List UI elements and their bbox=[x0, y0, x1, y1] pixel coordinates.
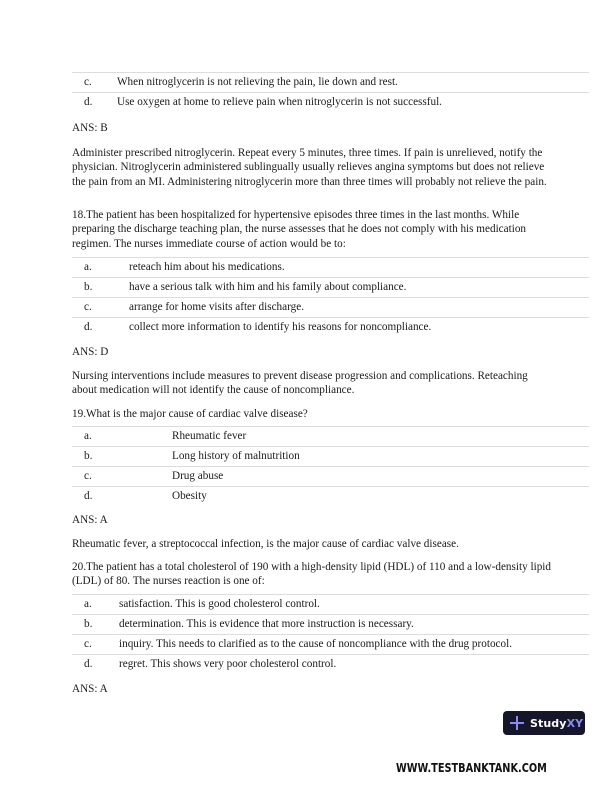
option-row bbox=[72, 298, 589, 318]
option-label: a. bbox=[84, 261, 92, 273]
option-label: d. bbox=[84, 490, 93, 502]
option-label: a. bbox=[84, 598, 92, 610]
option-row bbox=[72, 318, 589, 337]
question-text: 20.The patient has a total cholesterol of 190 with a high-density lipid (HDL) of 110 and a low-density lipid (LDL) of 80. The nurses reaction is one of: bbox=[72, 561, 551, 588]
option-text: Use oxygen at home to relieve pain when nitroglycerin is not successful. bbox=[117, 96, 442, 108]
option-text: Rheumatic fever bbox=[172, 430, 247, 442]
option-text: regret. This shows very poor cholesterol control. bbox=[119, 658, 337, 670]
option-row bbox=[72, 595, 589, 615]
q19-options-table bbox=[72, 426, 589, 506]
option-text: have a serious talk with him and his family about compliance. bbox=[129, 281, 407, 293]
rationale: Administer prescribed nitroglycerin. Repeat every 5 minutes, three times. If pain is unrelieved, notify the physician. Nitroglycerin administered sublingually usually relieves angina symptoms but does not relieve the pain from an MI. Administering nitroglycerin more than three times will probably not relieve the pain. bbox=[72, 147, 547, 188]
answer-key: ANS: B bbox=[72, 122, 108, 134]
option-row bbox=[72, 73, 589, 93]
website-link[interactable]: WWW.TESTBANKTANK.COM bbox=[396, 760, 547, 775]
option-text: inquiry. This needs to clarified as to the cause of noncompliance with the drug protocol. bbox=[119, 638, 513, 650]
q20-options-table bbox=[72, 594, 589, 674]
option-label: b. bbox=[84, 618, 93, 630]
q18-options-table bbox=[72, 257, 589, 337]
option-label: c. bbox=[84, 76, 92, 88]
option-text: collect more information to identify his reasons for noncompliance. bbox=[129, 321, 432, 333]
option-text: reteach him about his medications. bbox=[129, 261, 285, 273]
option-label: d. bbox=[84, 658, 93, 670]
answer-key: ANS: D bbox=[72, 346, 109, 358]
option-text: Obesity bbox=[172, 490, 207, 502]
option-text: arrange for home visits after discharge. bbox=[129, 301, 304, 313]
option-text: When nitroglycerin is not relieving the pain, lie down and rest. bbox=[117, 76, 398, 88]
answer-key: ANS: A bbox=[72, 683, 108, 695]
option-label: c. bbox=[84, 470, 92, 482]
option-row bbox=[72, 278, 589, 298]
option-text: Drug abuse bbox=[172, 470, 224, 482]
option-label: d. bbox=[84, 96, 93, 108]
option-row bbox=[72, 615, 589, 635]
studyxy-badge[interactable] bbox=[503, 711, 585, 735]
option-row bbox=[72, 93, 589, 112]
question-text: 18.The patient has been hospitalized for hypertensive episodes three times in the last months. While preparing the discharge teaching plan, the nurse assesses that he does not comply with his medication regimen. The nurses immediate course of action would be to: bbox=[72, 209, 527, 250]
option-label: b. bbox=[84, 281, 93, 293]
option-label: c. bbox=[84, 638, 92, 650]
rationale: Rheumatic fever, a streptococcal infection, is the major cause of cardiac valve disease. bbox=[72, 538, 459, 550]
option-text: Long history of malnutrition bbox=[172, 450, 300, 462]
option-row bbox=[72, 447, 589, 467]
option-label: c. bbox=[84, 301, 92, 313]
rationale: Nursing interventions include measures to prevent disease progression and complications. Reteaching about medication will not identify the cause of noncompliance. bbox=[72, 370, 528, 397]
option-row bbox=[72, 467, 589, 487]
answer-key: ANS: A bbox=[72, 514, 108, 526]
option-text: determination. This is evidence that more instruction is necessary. bbox=[119, 618, 414, 630]
option-row bbox=[72, 487, 589, 506]
plus-icon bbox=[510, 716, 524, 730]
option-row bbox=[72, 635, 589, 655]
option-label: b. bbox=[84, 450, 93, 462]
q17-options-table bbox=[72, 72, 589, 112]
option-row bbox=[72, 258, 589, 278]
option-label: d. bbox=[84, 321, 93, 333]
brand-name: StudyXY bbox=[530, 716, 584, 730]
option-text: satisfaction. This is good cholesterol control. bbox=[119, 598, 320, 610]
option-row bbox=[72, 427, 589, 447]
question-text: 19.What is the major cause of cardiac valve disease? bbox=[72, 408, 308, 420]
option-label: a. bbox=[84, 430, 92, 442]
option-row bbox=[72, 655, 589, 674]
